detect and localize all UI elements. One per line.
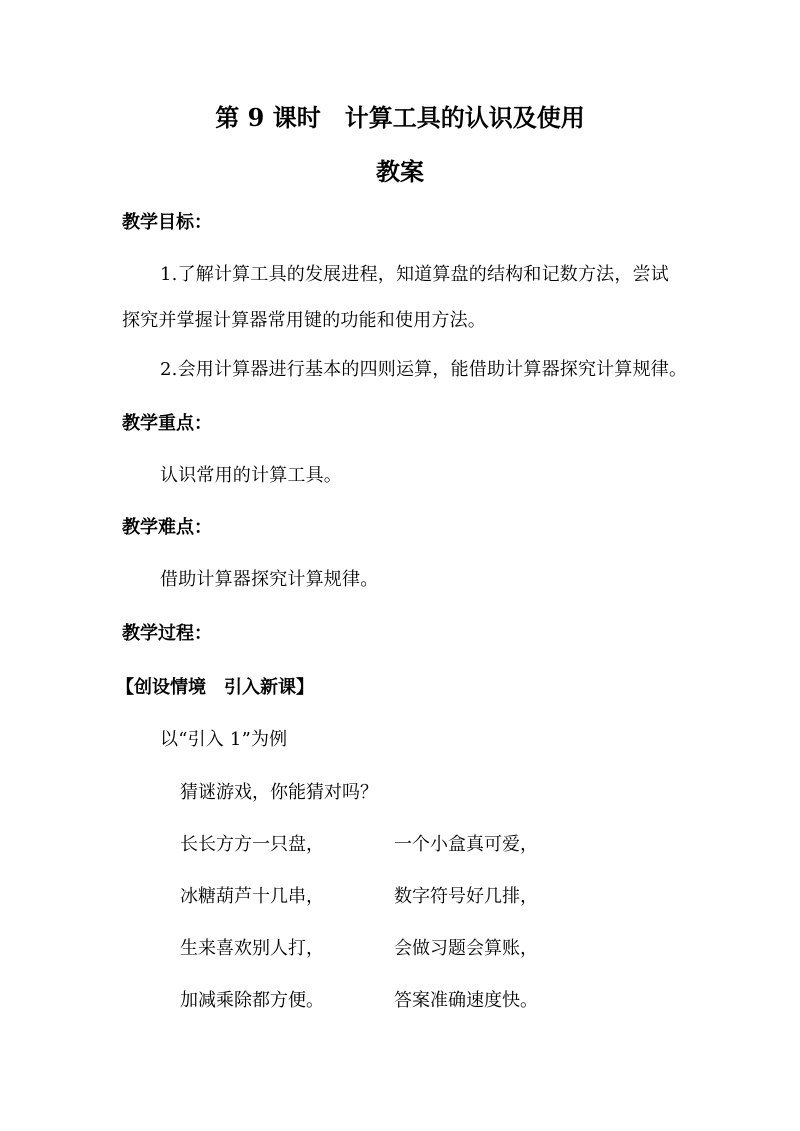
riddle-right-line-1: 一个小盒真可爱，	[394, 834, 538, 855]
riddle-left-line-3: 生来喜欢别人打，	[180, 938, 324, 959]
intro-text: 以“引入 1”为例	[160, 729, 288, 750]
riddle-right-line-4: 答案准确速度快。	[394, 990, 538, 1011]
riddle-prompt: 猜谜游戏，你能猜对吗？	[180, 782, 378, 803]
objectives-heading: 教学目标：	[122, 212, 212, 233]
difficulties-heading: 教学难点：	[122, 517, 212, 538]
difficulties-text: 借助计算器探究计算规律。	[160, 569, 379, 590]
process-heading: 教学过程：	[122, 623, 212, 644]
key-points-text: 认识常用的计算工具。	[160, 465, 342, 486]
riddle-left-line-4: 加减乘除都方便。	[180, 990, 324, 1011]
key-points-heading: 教学重点：	[122, 413, 212, 434]
riddle-right-line-3: 会做习题会算账，	[394, 938, 538, 959]
page-subtitle: 教案	[376, 157, 424, 186]
riddle-left-line-2: 冰糖葫芦十几串，	[180, 886, 324, 907]
riddle-right-line-2: 数字符号好几排，	[394, 886, 538, 907]
objective-1-line-2: 探究并掌握计算器常用键的功能和使用方法。	[122, 310, 486, 331]
section-title: 【创设情境 引入新课】	[116, 677, 314, 698]
objective-2: 2.会用计算器进行基本的四则运算，能借助计算器探究计算规律。	[160, 359, 688, 380]
objective-1-line-1: 1.了解计算工具的发展进程，知道算盘的结构和记数方法，尝试	[160, 264, 669, 285]
riddle-left-line-1: 长长方方一只盘，	[180, 834, 324, 855]
page-title: 第 9 课时 计算工具的认识及使用	[215, 103, 585, 132]
